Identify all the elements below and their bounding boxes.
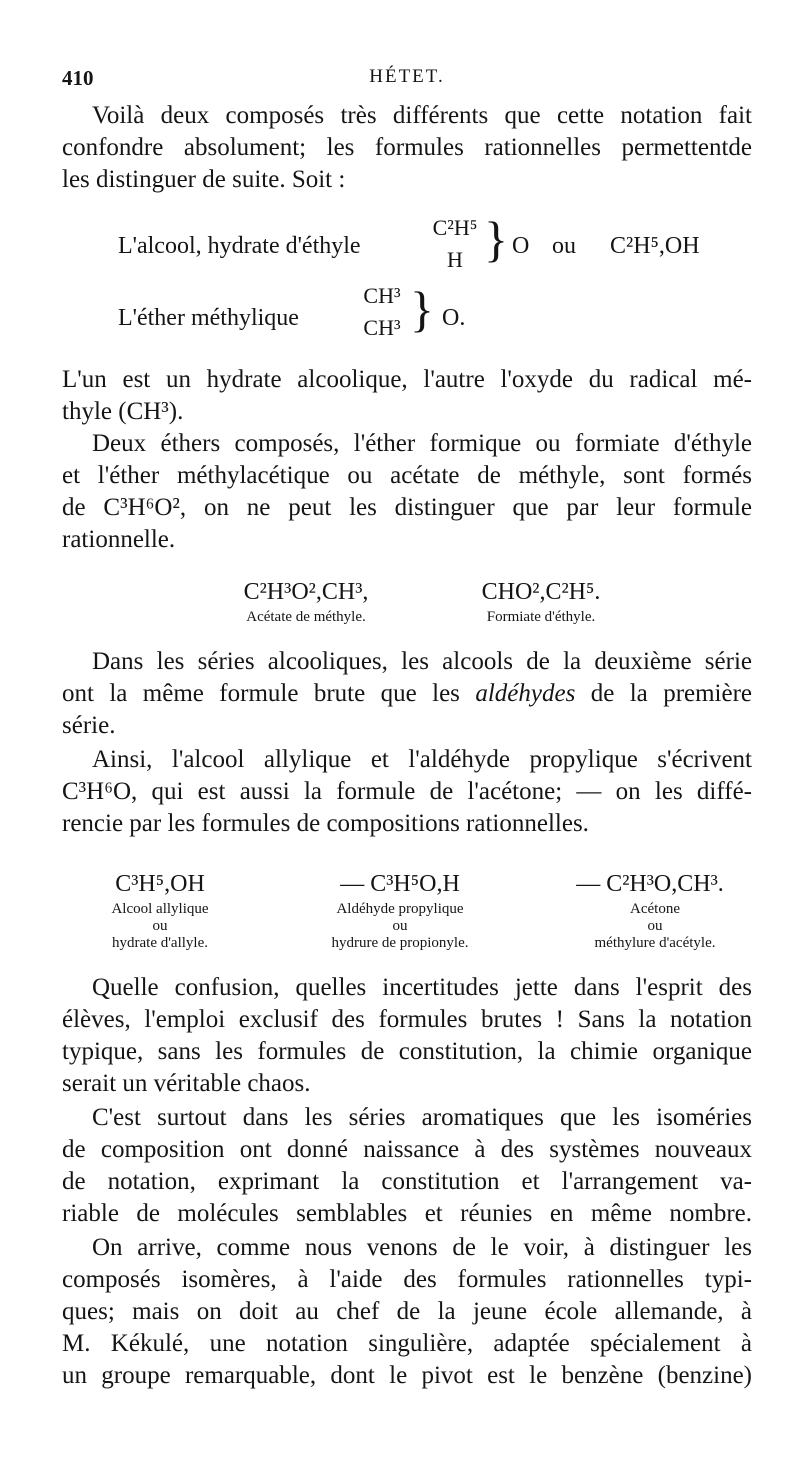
paragraph-1 xyxy=(62,100,752,196)
text-line: Voilà deux composés très différents que cette notation fait xyxy=(92,102,752,129)
text-line: rencie par les formules de compositions rationnelles. xyxy=(62,810,589,837)
paragraph-3 xyxy=(62,428,752,556)
emphasis: aldéhydes xyxy=(475,680,576,707)
paragraph-5 xyxy=(62,744,752,840)
formula-or: ou xyxy=(552,233,576,259)
text-line: typique, sans les formules de constitution, la chimie organique xyxy=(62,1038,752,1065)
isomer-formula: — C²H³O,CH³. xyxy=(576,871,724,897)
text-line: C³H⁶O, qui est aussi la formule de l'acétone; — on les diffé- xyxy=(62,778,752,805)
text-line: riable de molécules semblables et réunies en même nombre. xyxy=(62,1200,752,1227)
isomer-caption: hydrate d'allyle. xyxy=(112,935,208,951)
text-line: Quelle confusion, quelles incertitudes jette dans l'esprit des xyxy=(92,974,752,1001)
formula-alt: C²H⁵,OH xyxy=(610,233,700,259)
isomer-caption: méthylure d'acétyle. xyxy=(594,935,716,951)
text-segment: ont la même formule brute que les xyxy=(62,680,460,707)
formula-top: CH³ xyxy=(363,283,401,308)
brace: } xyxy=(410,281,434,337)
text-line: série. xyxy=(62,712,116,739)
text-line: et l'éther méthylacétique ou acétate de méthyle, sont formés xyxy=(62,462,752,489)
formula-label: L'éther méthylique xyxy=(118,305,299,331)
ester-formula: C²H³O²,CH³, xyxy=(243,579,369,605)
text-line: thyle (CH³). xyxy=(62,398,184,425)
text-segment: de la première xyxy=(590,680,753,707)
running-title: HÉTET. xyxy=(369,66,445,87)
isomer-caption-or: ou xyxy=(647,918,663,934)
text-line: C'est surtout dans les séries aromatiques que les isoméries xyxy=(92,1104,752,1131)
paragraph-8 xyxy=(62,1232,752,1392)
page-number: 410 xyxy=(62,66,94,90)
isomer-formula: — C³H⁵O,H xyxy=(340,871,460,897)
text-line: ques; mais on doit au chef de la jeune école allemande, à xyxy=(62,1298,752,1325)
formula-bottom: CH³ xyxy=(363,315,401,340)
text-line: L'un est un hydrate alcoolique, l'autre l'oxyde du radical mé- xyxy=(62,366,752,393)
formula-top: C²H⁵ xyxy=(432,215,478,240)
paragraph-2 xyxy=(62,364,752,428)
formula-after: O xyxy=(512,233,530,259)
text-line: de composition ont donné naissance à des systèmes nouveaux xyxy=(62,1136,752,1163)
text-line: composés isomères, à l'aide des formules rationnelles typi- xyxy=(62,1266,752,1293)
text-line: un groupe remarquable, dont le pivot est le benzène (benzine) xyxy=(62,1362,752,1389)
text-line: les distinguer de suite. Soit : xyxy=(62,166,346,193)
text-line: confondre absolument; les formules rationnelles permettentde xyxy=(62,134,752,161)
isomer-caption: hydrure de propionyle. xyxy=(331,935,469,951)
brace: } xyxy=(484,211,508,267)
paragraph-6 xyxy=(62,972,752,1100)
text-line: serait un véritable chaos. xyxy=(62,1070,311,1097)
text-line: de notation, exprimant la constitution et l'arrangement va- xyxy=(62,1168,752,1195)
text-line: rationnelle. xyxy=(62,526,176,553)
isomer-caption-or: ou xyxy=(152,918,168,934)
formula-label: L'alcool, hydrate d'éthyle xyxy=(118,233,361,259)
paragraph-4 xyxy=(62,646,752,742)
text-line: M. Kékulé, une notation singulière, adaptée spécialement à xyxy=(62,1330,752,1357)
text-line: Dans les séries alcooliques, les alcools de la deuxième série xyxy=(92,648,752,675)
paragraph-7 xyxy=(62,1102,752,1230)
ester-caption: Formiate d'éthyle. xyxy=(486,609,596,625)
isomer-caption: Aldéhyde propylique xyxy=(336,901,464,917)
formula-bottom: H xyxy=(447,247,463,272)
text-line: Ainsi, l'alcool allylique et l'aldéhyde propylique s'écrivent xyxy=(92,746,752,773)
text-line: Deux éthers composés, l'éther formique ou formiate d'éthyle xyxy=(92,430,752,457)
text-line: On arrive, comme nous venons de le voir, à distinguer les xyxy=(92,1234,752,1261)
ester-formula: CHO²,C²H⁵. xyxy=(481,579,601,605)
page-header xyxy=(62,66,752,90)
text-line: élèves, l'emploi exclusif des formules brutes ! Sans la notation xyxy=(62,1006,752,1033)
ester-caption: Acétate de méthyle. xyxy=(246,609,366,625)
text-line xyxy=(62,678,752,710)
isomer-caption: Alcool allylique xyxy=(111,901,209,917)
isomer-formula: C³H⁵,OH xyxy=(115,871,205,897)
formula-after: O. xyxy=(442,305,466,331)
isomer-caption: Acétone xyxy=(630,901,680,917)
isomer-caption-or: ou xyxy=(392,918,408,934)
text-line: de C³H⁶O², on ne peut les distinguer que par leur formule xyxy=(62,494,752,521)
